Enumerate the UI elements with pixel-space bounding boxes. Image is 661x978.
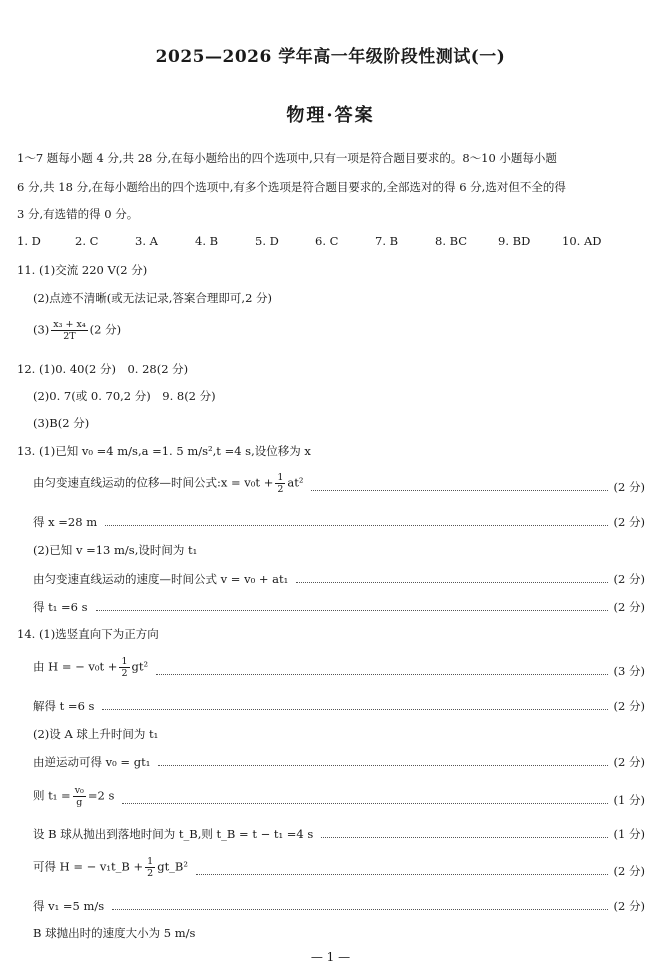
step-points: (1 分) bbox=[613, 793, 645, 807]
step-points: (2 分) bbox=[613, 699, 645, 713]
q14-step-b-equation bbox=[33, 856, 645, 879]
step-text: 由匀变速直线运动的位移—时间公式:x = v₀t + $\frac{1}{2}$ at² bbox=[33, 472, 304, 495]
q11-part3 bbox=[33, 319, 121, 342]
choice-answer: 2. C bbox=[75, 234, 99, 248]
step-text: 得 t₁ =6 s bbox=[33, 600, 88, 614]
step-text: 得 x =28 m bbox=[33, 515, 98, 529]
q11-fraction bbox=[51, 319, 87, 342]
q14-step-rise-time bbox=[33, 785, 645, 808]
q13-part2: (2)已知 v =13 m/s,设时间为 t₁ bbox=[33, 543, 198, 557]
step-points: (3 分) bbox=[613, 664, 645, 678]
q14-part2: (2)设 A 球上升时间为 t₁ bbox=[33, 727, 159, 741]
fraction-numerator: 1 bbox=[147, 856, 154, 867]
leader-dots bbox=[196, 873, 608, 875]
instructions-line-3: 3 分,有选错的得 0 分。 bbox=[17, 207, 139, 221]
q13-step-velocity-formula bbox=[33, 571, 645, 587]
q12-part3: (3)B(2 分) bbox=[33, 416, 90, 430]
q12-part2: (2)0. 7(或 0. 70,2 分) 9. 8(2 分) bbox=[33, 389, 216, 403]
choice-answer: 5. D bbox=[255, 234, 279, 248]
document-title: 2025—2026 学年高一年级阶段性测试(一) bbox=[155, 47, 506, 67]
instructions-line-1: 1～7 题每小题 4 分,共 28 分,在每小题给出的四个选项中,只有一项是符合题目要求的。8～10 小题每小题 bbox=[17, 151, 557, 165]
fraction-denominator: 2 bbox=[277, 484, 284, 495]
choice-answer: 7. B bbox=[375, 234, 399, 248]
fraction-denominator: 2 bbox=[121, 668, 128, 679]
choice-answer: 4. B bbox=[195, 234, 219, 248]
fraction-numerator: 1 bbox=[121, 656, 128, 667]
q11-part1: 11. (1)交流 220 V(2 分) bbox=[17, 263, 148, 277]
leader-dots bbox=[158, 764, 607, 766]
choice-answer: 9. BD bbox=[498, 234, 531, 248]
q13-step-displacement-result bbox=[33, 514, 645, 530]
q11-part2: (2)点迹不清晰(或无法记录,答案合理即可,2 分) bbox=[33, 291, 273, 305]
leader-dots bbox=[112, 908, 607, 910]
q14-step-reverse-motion bbox=[33, 754, 645, 770]
instructions-line-2: 6 分,共 18 分,在每小题给出的四个选项中,有多个选项是符合题目要求的,全部选对的得 6 分,选对但不全的得 bbox=[17, 180, 566, 194]
q13-step-displacement-formula bbox=[33, 472, 645, 495]
step-text: 由匀变速直线运动的速度—时间公式 v = v₀ + at₁ bbox=[33, 572, 289, 586]
q11-part3-suffix: (2 分) bbox=[89, 322, 122, 337]
step-points: (2 分) bbox=[613, 755, 645, 769]
fraction-denominator: g bbox=[76, 797, 83, 808]
fraction-numerator: v₀ bbox=[74, 785, 84, 796]
q14-conclusion: B 球抛出时的速度大小为 5 m/s bbox=[33, 926, 196, 940]
fraction-numerator: 1 bbox=[277, 472, 284, 483]
fraction-denominator: 2T bbox=[63, 331, 76, 342]
page-number: — 1 — bbox=[310, 950, 351, 964]
step-text: 由逆运动可得 v₀ = gt₁ bbox=[33, 755, 151, 769]
document-subtitle: 物理·答案 bbox=[286, 105, 375, 126]
step-text: 得 v₁ =5 m/s bbox=[33, 899, 105, 913]
step-text: 解得 t =6 s bbox=[33, 699, 95, 713]
q14-part1: 14. (1)选竖直向下为正方向 bbox=[17, 627, 159, 641]
leader-dots bbox=[311, 489, 607, 491]
step-points: (2 分) bbox=[613, 572, 645, 586]
q14-step-velocity-result bbox=[33, 898, 645, 914]
leader-dots bbox=[122, 802, 607, 804]
step-points: (2 分) bbox=[613, 600, 645, 614]
choice-answers bbox=[17, 234, 642, 248]
q14-step-time-result bbox=[33, 698, 645, 714]
leader-dots bbox=[156, 673, 607, 675]
leader-dots bbox=[321, 836, 607, 838]
step-text: 则 t₁ = $\frac{\text{v₀}}{g}$ =2 s bbox=[33, 785, 115, 808]
q12-part1: 12. (1)0. 40(2 分) 0. 28(2 分) bbox=[17, 362, 189, 376]
q11-part3-prefix: (3) bbox=[33, 322, 50, 337]
step-text: 设 B 球从抛出到落地时间为 t_B,则 t_B = t − t₁ =4 s bbox=[33, 827, 314, 841]
step-points: (2 分) bbox=[613, 899, 645, 913]
fraction-numerator: x₃ + x₄ bbox=[53, 319, 86, 330]
step-text: 可得 H = − v₁t_B + $\frac{1}{2}$ gt_B² bbox=[33, 856, 188, 879]
q13-step-time-result bbox=[33, 599, 645, 615]
step-points: (2 分) bbox=[613, 480, 645, 494]
leader-dots bbox=[296, 581, 607, 583]
choice-answer: 10. AD bbox=[562, 234, 602, 248]
choice-answer: 3. A bbox=[135, 234, 158, 248]
q14-step-b-time bbox=[33, 826, 645, 842]
choice-answer: 6. C bbox=[315, 234, 339, 248]
leader-dots bbox=[102, 708, 607, 710]
choice-answer: 1. D bbox=[17, 234, 41, 248]
choice-answer: 8. BC bbox=[435, 234, 468, 248]
q14-step-equation bbox=[33, 656, 645, 679]
fraction-denominator: 2 bbox=[147, 868, 154, 879]
step-points: (1 分) bbox=[613, 827, 645, 841]
step-points: (2 分) bbox=[613, 864, 645, 878]
leader-dots bbox=[105, 524, 607, 526]
leader-dots bbox=[96, 609, 608, 611]
q13-part1: 13. (1)已知 v₀ =4 m/s,a =1. 5 m/s²,t =4 s,设位移为 x bbox=[17, 444, 311, 458]
step-points: (2 分) bbox=[613, 515, 645, 529]
step-text: 由 H = − v₀t + $\frac{1}{2}$ gt² bbox=[33, 656, 149, 679]
